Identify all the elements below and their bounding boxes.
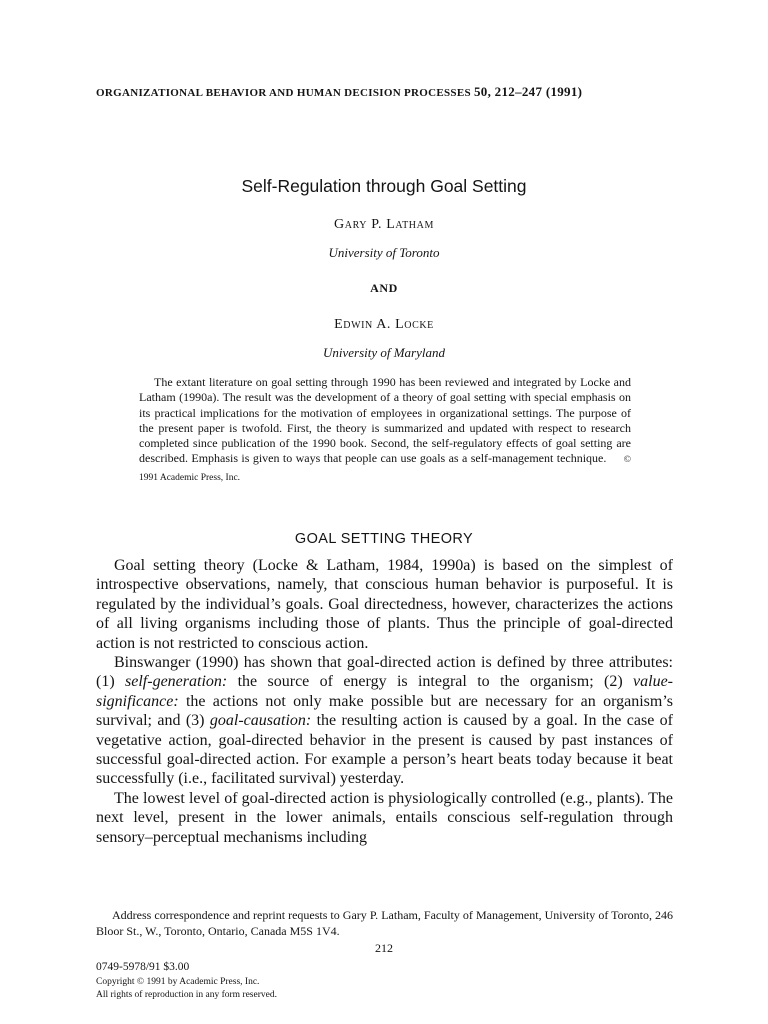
author-1-affiliation: University of Toronto bbox=[328, 245, 440, 260]
body-paragraph-3: The lowest level of goal-directed action is physiologically controlled (e.g., plants). The next level, present in the lower animals, entails conscious self-regulation through sensory–perceptual mechanisms including bbox=[96, 789, 673, 846]
issn-price: 0749-5978/91 $3.00 bbox=[96, 961, 190, 973]
copyright-notice bbox=[96, 976, 277, 1001]
journal-name: ORGANIZATIONAL BEHAVIOR AND HUMAN DECISION PROCESSES bbox=[96, 87, 471, 99]
p2-text-d: the resulting action is caused by a goal. In the case of vegetative action, goal-directed behavior in the present is caused by past instances of successful goal-directed action. For example a person’s heart beats today because it beat successfully (i.e., facilitated survival) yesterday. bbox=[96, 712, 673, 788]
page-number: 212 bbox=[375, 941, 393, 955]
footnote bbox=[96, 907, 673, 939]
body-text bbox=[96, 556, 673, 847]
journal-volume-pages: 50, 212–247 (1991) bbox=[473, 84, 583, 99]
author-1-name: Gary P. Latham bbox=[334, 217, 434, 232]
paper-title: Self-Regulation through Goal Setting bbox=[241, 176, 527, 196]
p2-text-c: the actions not only make possible but are necessary for an organism’s survival; and (3) bbox=[96, 692, 673, 730]
author-separator: AND bbox=[370, 281, 398, 295]
author-2-name: Edwin A. Locke bbox=[334, 317, 434, 332]
copyright-line-1: Copyright © 1991 by Academic Press, Inc. bbox=[96, 977, 260, 987]
journal-header bbox=[96, 84, 696, 100]
term-self-generation: self-generation: bbox=[125, 673, 228, 691]
p2-text-b: the source of energy is integral to the organism; (2) bbox=[227, 673, 634, 691]
abstract-text: The extant literature on goal setting through 1990 has been reviewed and integrated by Locke and Latham (1990a). The result was the development of a theory of goal setting with special emphasis on its practical implications for the motivation of employees in organizational settings. The purpose of the present paper is twofold. First, the theory is summarized and updated with respect to research completed since publication of the 1990 book. Second, the self-regulatory effects of goal setting are described. Emphasis is given to ways that people can use goals as a self-management technique. bbox=[139, 375, 631, 466]
term-value-significance: value-significance: bbox=[96, 673, 674, 710]
footnote-text: Address correspondence and reprint requests to Gary P. Latham, Faculty of Management, University of Toronto, 246 Bloor St., W., Toronto, Ontario, Canada M5S 1V4. bbox=[96, 908, 673, 938]
p2-text-a: Binswanger (1990) has shown that goal-directed action is defined by three attributes: (1) bbox=[96, 654, 673, 691]
abstract-copyright: © 1991 Academic Press, Inc. bbox=[139, 455, 632, 483]
copyright-line-2: All rights of reproduction in any form reserved. bbox=[96, 989, 277, 1000]
term-goal-causation: goal-causation: bbox=[209, 712, 312, 730]
abstract bbox=[139, 375, 631, 486]
body-paragraph-2 bbox=[96, 653, 673, 789]
section-heading: GOAL SETTING THEORY bbox=[294, 531, 474, 547]
author-2-affiliation: University of Maryland bbox=[322, 345, 446, 360]
body-paragraph-1: Goal setting theory (Locke & Latham, 1984, 1990a) is based on the simplest of introspective observations, namely, that conscious human behavior is purposeful. It is regulated by the individual’s goals. Goal directedness, however, characterizes the actions of all living organisms including those of plants. Thus the principle of goal-directed action is not restricted to conscious action. bbox=[96, 557, 673, 652]
